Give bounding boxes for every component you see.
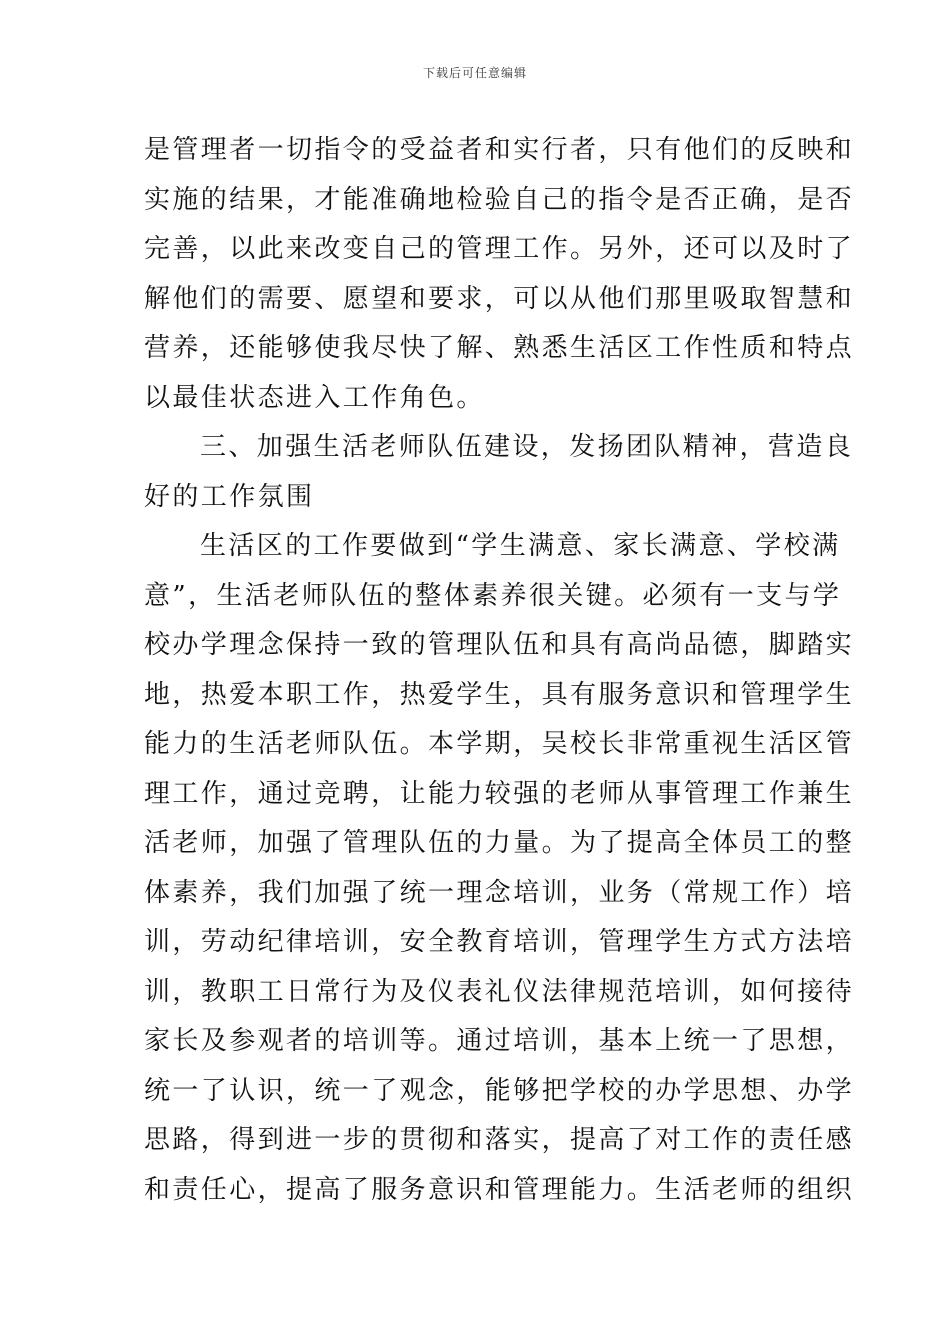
text-line: 完善，以此来改变自己的管理工作。另外，还可以及时了 bbox=[144, 234, 855, 264]
text-line: 训，教职工日常行为及仪表礼仪法律规范培训，如何接待 bbox=[144, 976, 855, 1007]
text-line: 营养，还能够使我尽快了解、熟悉生活区工作性质和特点 bbox=[144, 333, 855, 363]
text-line: 生活区的工作要做到“学生满意、家长满意、学校满 bbox=[200, 531, 841, 561]
text-line: 校办学理念保持一致的管理队伍和具有高尚品德，脚踏实 bbox=[144, 630, 855, 660]
text-line: 是管理者一切指令的受益者和实行者，只有他们的反映和 bbox=[144, 135, 855, 165]
section-heading-line: 好的工作氛围 bbox=[144, 481, 315, 512]
text-line: 训，劳动纪律培训，安全教育培训，管理学生方式方法培 bbox=[144, 927, 855, 957]
document-body bbox=[144, 126, 855, 1215]
text-line: 地，热爱本职工作，热爱学生，具有服务意识和管理学生 bbox=[144, 679, 855, 710]
text-line: 能力的生活老师队伍。本学期，吴校长非常重视生活区管 bbox=[144, 729, 855, 759]
text-line: 活老师，加强了管理队伍的力量。为了提高全体员工的整 bbox=[144, 828, 855, 858]
section-heading-line: 三、加强生活老师队伍建设，发扬团队精神，营造良 bbox=[200, 432, 854, 462]
page-header: 下载后可任意编辑 bbox=[422, 66, 527, 80]
text-line: 解他们的需要、愿望和要求，可以从他们那里吸取智慧和 bbox=[144, 283, 855, 314]
text-line: 理工作，通过竞聘，让能力较强的老师从事管理工作兼生 bbox=[144, 778, 855, 809]
text-line: 意”，生活老师队伍的整体素养很关键。必须有一支与学 bbox=[144, 580, 842, 611]
text-line: 实施的结果，才能准确地检验自己的指令是否正确，是否 bbox=[144, 184, 855, 215]
text-line: 以最佳状态进入工作角色。 bbox=[144, 382, 485, 413]
text-line: 家长及参观者的培训等。通过培训，基本上统一了思想， bbox=[144, 1026, 855, 1056]
text-line: 体素养，我们加强了统一理念培训，业务（常规工作）培 bbox=[144, 877, 855, 908]
text-line: 和责任心，提高了服务意识和管理能力。生活老师的组织 bbox=[144, 1174, 855, 1205]
text-line: 思路，得到进一步的贯彻和落实，提高了对工作的责任感 bbox=[144, 1125, 855, 1155]
text-line: 统一了认识，统一了观念，能够把学校的办学思想、办学 bbox=[144, 1075, 855, 1106]
